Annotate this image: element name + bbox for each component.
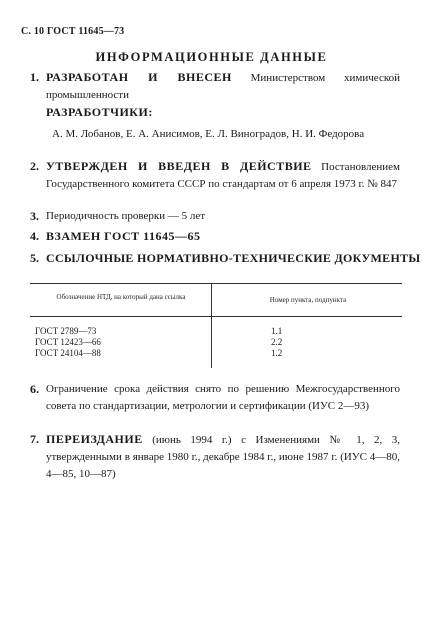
table-column-divider: [211, 283, 212, 368]
table-cell-doc: ГОСТ 24104—88: [35, 348, 101, 358]
page-header: С. 10 ГОСТ 11645—73: [21, 26, 125, 37]
section-title: ИНФОРМАЦИОННЫЕ ДАННЫЕ: [95, 50, 328, 64]
item-lead: ВЗАМЕН ГОСТ 11645—65: [46, 229, 201, 243]
item-number: 1.: [30, 70, 39, 84]
table-cell-doc: ГОСТ 2789—73: [35, 326, 97, 336]
item-2: [30, 158, 400, 193]
item-5: [30, 250, 421, 268]
item-number: 5.: [30, 251, 39, 265]
table-top-rule: [30, 283, 402, 284]
item-lead: УТВЕРЖДЕН И ВВЕДЕН В ДЕЙСТВИЕ: [46, 159, 312, 173]
developers-label: РАЗРАБОТЧИКИ:: [46, 105, 153, 119]
table-header-rule: [30, 316, 402, 317]
table-cell-doc: ГОСТ 12423—66: [35, 337, 101, 347]
item-7: [30, 431, 400, 483]
item-number: 6.: [30, 382, 39, 396]
references-table: [30, 283, 402, 368]
table-header-clause: Номер пункта, подпункта: [269, 296, 347, 304]
item-lead: ССЫЛОЧНЫЕ НОРМАТИВНО-ТЕХНИЧЕСКИЕ ДОКУМЕНТЫ: [46, 251, 421, 265]
item-text: Периодичность проверки — 5 лет: [46, 210, 206, 222]
item-number: 4.: [30, 229, 39, 243]
table-cell-clause: 2.2: [271, 337, 283, 347]
item-3: [30, 208, 400, 225]
table-cell-clause: 1.2: [271, 348, 283, 358]
item-number: 3.: [30, 209, 39, 223]
item-text: (июнь 1994 г.) с Изменениями № 1, 2, 3, утвержденными в январе 1980 г., декабре 1984 г., июне 1987 г. (ИУС 4—80, 4—85, 10—87): [46, 434, 400, 480]
item-number: 7.: [30, 432, 39, 446]
developers-list: А. М. Лобанов, Е. А. Анисимов, Е. Л. Виноградов, Н. И. Федорова: [52, 128, 365, 140]
table-header-doc: Обозначение НТД, на который дана ссылка: [56, 293, 186, 301]
item-text: Министерством химической промышленности: [46, 72, 400, 101]
item-4: [30, 228, 400, 246]
item-text: Постановлением Государственного комитета СССР по стандартам от 6 апреля 1973 г. № 847: [46, 161, 400, 190]
item-text: Ограничение срока действия снято по решению Межгосударственного совета по стандартизации, метрологии и сертификации (ИУС 2—93): [46, 383, 400, 412]
item-6: [30, 381, 400, 415]
item-1: [30, 69, 400, 104]
item-number: 2.: [30, 159, 39, 173]
item-lead: РАЗРАБОТАН И ВНЕСЕН: [46, 70, 232, 84]
table-cell-clause: 1.1: [271, 326, 283, 336]
item-lead: ПЕРЕИЗДАНИЕ: [46, 432, 143, 446]
